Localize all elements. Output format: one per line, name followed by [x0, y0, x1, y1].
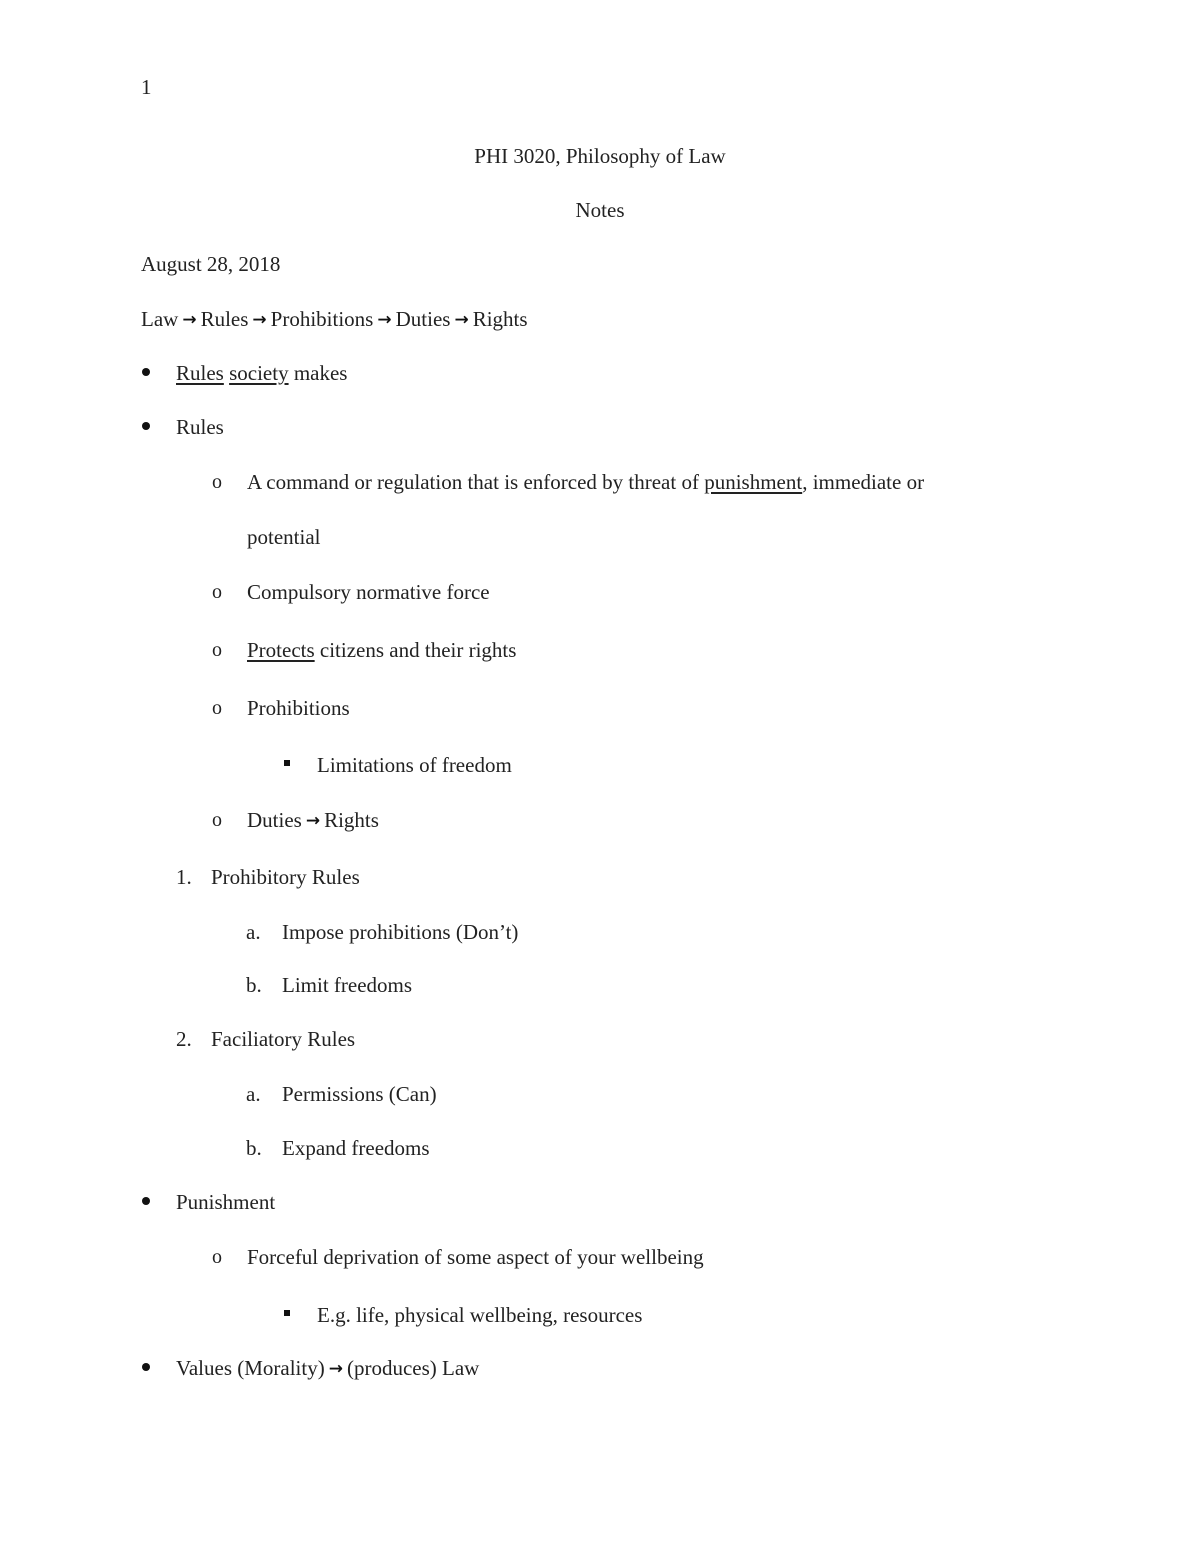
chain-item-duties: Duties [395, 307, 451, 331]
bullet-text: makes [293, 361, 348, 385]
bullet-item-values [176, 1356, 479, 1382]
underlined-word: society [229, 361, 289, 385]
underlined-word: punishment [704, 470, 803, 494]
right-arrow-icon: → [328, 1359, 343, 1379]
list-letter: a. [246, 1082, 261, 1106]
lettered-item: Expand freedoms [282, 1136, 430, 1160]
sub-item-text: citizens and their rights [319, 638, 517, 662]
right-arrow-icon: → [252, 310, 267, 330]
list-number: 2. [176, 1027, 192, 1051]
sub-item-text: Rights [324, 808, 379, 832]
date-line: August 28, 2018 [141, 252, 281, 276]
sub-item-command-continued: potential [247, 525, 321, 549]
underlined-word: Rules [176, 361, 224, 385]
course-title: PHI 3020, Philosophy of Law [474, 144, 726, 168]
notes-heading: Notes [575, 198, 625, 222]
sub-item-protects [247, 638, 516, 662]
right-arrow-icon: → [377, 310, 392, 330]
circle-bullet-icon: o [212, 581, 222, 603]
page-number: 1 [141, 75, 152, 99]
right-arrow-icon: → [182, 310, 197, 330]
chain-line [141, 307, 528, 333]
sub-item-text: Duties [247, 808, 302, 832]
chain-item-prohibitions: Prohibitions [270, 307, 374, 331]
lettered-item: Impose prohibitions (Don’t) [282, 920, 519, 944]
bullet-item-punishment: Punishment [176, 1190, 276, 1214]
sub-item-text: , immediate or [802, 470, 925, 494]
bullet-item-rules-society [176, 361, 347, 385]
numbered-item-prohibitory: Prohibitory Rules [211, 865, 360, 889]
bullet-icon [142, 1363, 150, 1371]
list-number: 1. [176, 865, 192, 889]
sub-item-prohibitions: Prohibitions [247, 696, 350, 720]
chain-item-rules: Rules [200, 307, 249, 331]
sub-item-text: A command or regulation that is enforced by threat of [247, 470, 699, 494]
list-letter: a. [246, 920, 261, 944]
square-bullet-icon [284, 760, 290, 766]
sub-item-compulsory: Compulsory normative force [247, 580, 490, 604]
sub-sub-item-examples: E.g. life, physical wellbeing, resources [317, 1303, 643, 1327]
underlined-word: Protects [247, 638, 315, 662]
circle-bullet-icon: o [212, 639, 222, 661]
right-arrow-icon: → [305, 811, 321, 831]
list-letter: b. [246, 1136, 262, 1160]
circle-bullet-icon: o [212, 809, 222, 831]
lettered-item: Limit freedoms [282, 973, 413, 997]
sub-item-command [247, 470, 924, 494]
bullet-icon [142, 1197, 150, 1205]
chain-item-law: Law [141, 307, 179, 331]
bullet-text: Values (Morality) [176, 1356, 325, 1380]
circle-bullet-icon: o [212, 1246, 222, 1268]
bullet-item-rules: Rules [176, 415, 224, 439]
sub-item-duties-rights [247, 808, 379, 834]
sub-item-forceful: Forceful deprivation of some aspect of your wellbeing [247, 1245, 704, 1269]
right-arrow-icon: → [454, 310, 469, 330]
sub-sub-item-limitations: Limitations of freedom [317, 753, 512, 777]
circle-bullet-icon: o [212, 471, 222, 493]
square-bullet-icon [284, 1310, 290, 1316]
circle-bullet-icon: o [212, 697, 222, 719]
lettered-item: Permissions (Can) [282, 1082, 437, 1106]
list-letter: b. [246, 973, 262, 997]
bullet-icon [142, 368, 150, 376]
bullet-icon [142, 422, 150, 430]
chain-item-rights: Rights [472, 307, 528, 331]
bullet-text: (produces) Law [346, 1356, 480, 1380]
numbered-item-faciliatory: Faciliatory Rules [211, 1027, 356, 1051]
